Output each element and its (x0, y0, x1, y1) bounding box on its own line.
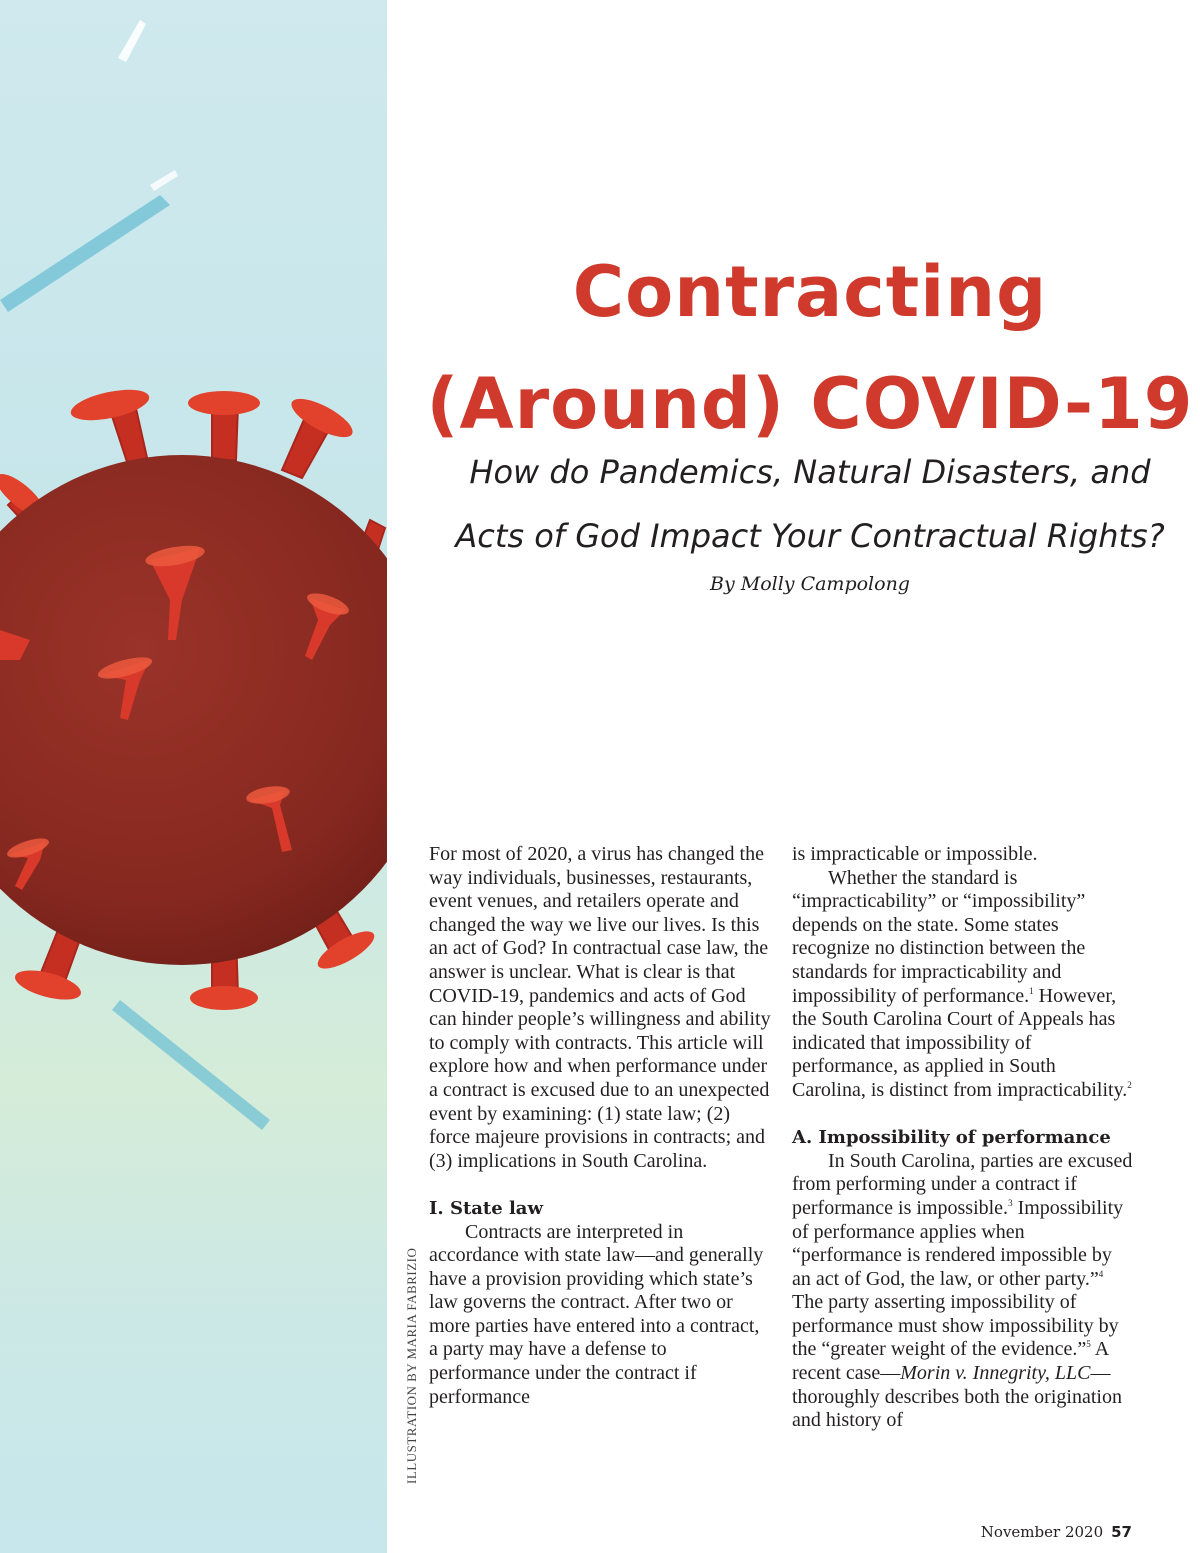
footnote-ref: 2 (1127, 1079, 1132, 1090)
blue-streak (112, 1000, 270, 1130)
blue-streak (0, 195, 170, 312)
state-law-paragraph: Contracts are interpreted in accordance with state law—and generally have a provision providing which state’s law governs the contract. After two or more parties have entered into a contract, a party may have a defense to performance under the contract if performance (429, 1220, 764, 1408)
page-number: 57 (1111, 1523, 1132, 1541)
illustration-credit: ILLUSTRATION BY MARIA FABRIZIO (404, 1247, 419, 1485)
intro-paragraph: For most of 2020, a virus has changed the way individuals, businesses, restaurants, event venues, and retailers operate and changed the way we live our lives. Is this an act of God? In contractual case law, the answer is unclear. What is clear is that COVID-19, pandemics and acts of God can hinder people’s willingness and ability to comply with contracts. This article will explore how and when performance under a contract is excused due to an unexpected event by examining: (1) state law; (2) force majeure provisions in contracts; and (3) implications in South Carolina. (429, 843, 771, 1172)
footnote-ref: 4 (1098, 1268, 1104, 1279)
light-streak (118, 20, 146, 62)
page-footer (981, 1523, 1132, 1541)
text-span: However, the South Carolina Court of Appeals has indicated that impossibility of performance, as applied in South Carolina, is distinct from impracticability. (792, 984, 1128, 1101)
article-column-1 (429, 843, 771, 1409)
blue-streak (150, 170, 178, 191)
footnote-ref: 3 (1008, 1197, 1013, 1208)
byline: By Molly Campolong (710, 573, 910, 595)
section-heading-impossibility: A. Impossibility of performance (792, 1127, 1111, 1149)
virus-body (0, 455, 387, 965)
text-span: A recent case— (792, 1338, 1109, 1385)
text-span: —thoroughly describes both the origination and history of (792, 1362, 1122, 1432)
issue-date: November 2020 (980, 1523, 1104, 1541)
virus-illustration-svg (0, 0, 387, 1553)
text-span: Impossibility of performance applies when “performance is rendered impossible by an act of God, the law, or other party.” (792, 1196, 1124, 1290)
article-subtitle (420, 440, 1200, 568)
standards-paragraph (792, 867, 1134, 1103)
impossibility-paragraph (792, 1150, 1134, 1433)
subtitle-line-2: Acts of God Impact Your Contractual Rights? (455, 517, 1165, 555)
section-heading-state-law: I. State law (429, 1197, 543, 1219)
text-span: The party asserting impossibility of performance must show impossibility by the “greater weight of the evidence.” (792, 1291, 1119, 1361)
footnote-ref: 5 (1086, 1339, 1091, 1350)
text-span: In South Carolina, parties are excused from performing under a contract if performance is impossible. (792, 1149, 1133, 1219)
title-line-1: Contracting (572, 251, 1048, 333)
case-name: Morin v. Innegrity, LLC (900, 1362, 1091, 1385)
article-column-2 (792, 843, 1134, 1433)
footnote-ref: 1 (1029, 985, 1034, 996)
article-title (420, 236, 1200, 460)
continued-paragraph: is impracticable or impossible. (792, 843, 1038, 865)
text-span: Whether the standard is “impracticability” or “impossibility” depends on the state. Some states recognize no distinction between the standards for impracticability and impossibility of performance. (792, 866, 1086, 1007)
subtitle-line-1: How do Pandemics, Natural Disasters, and (469, 453, 1151, 491)
virus-illustration (0, 0, 387, 1553)
title-line-2: (Around) COVID-19 (426, 363, 1194, 445)
